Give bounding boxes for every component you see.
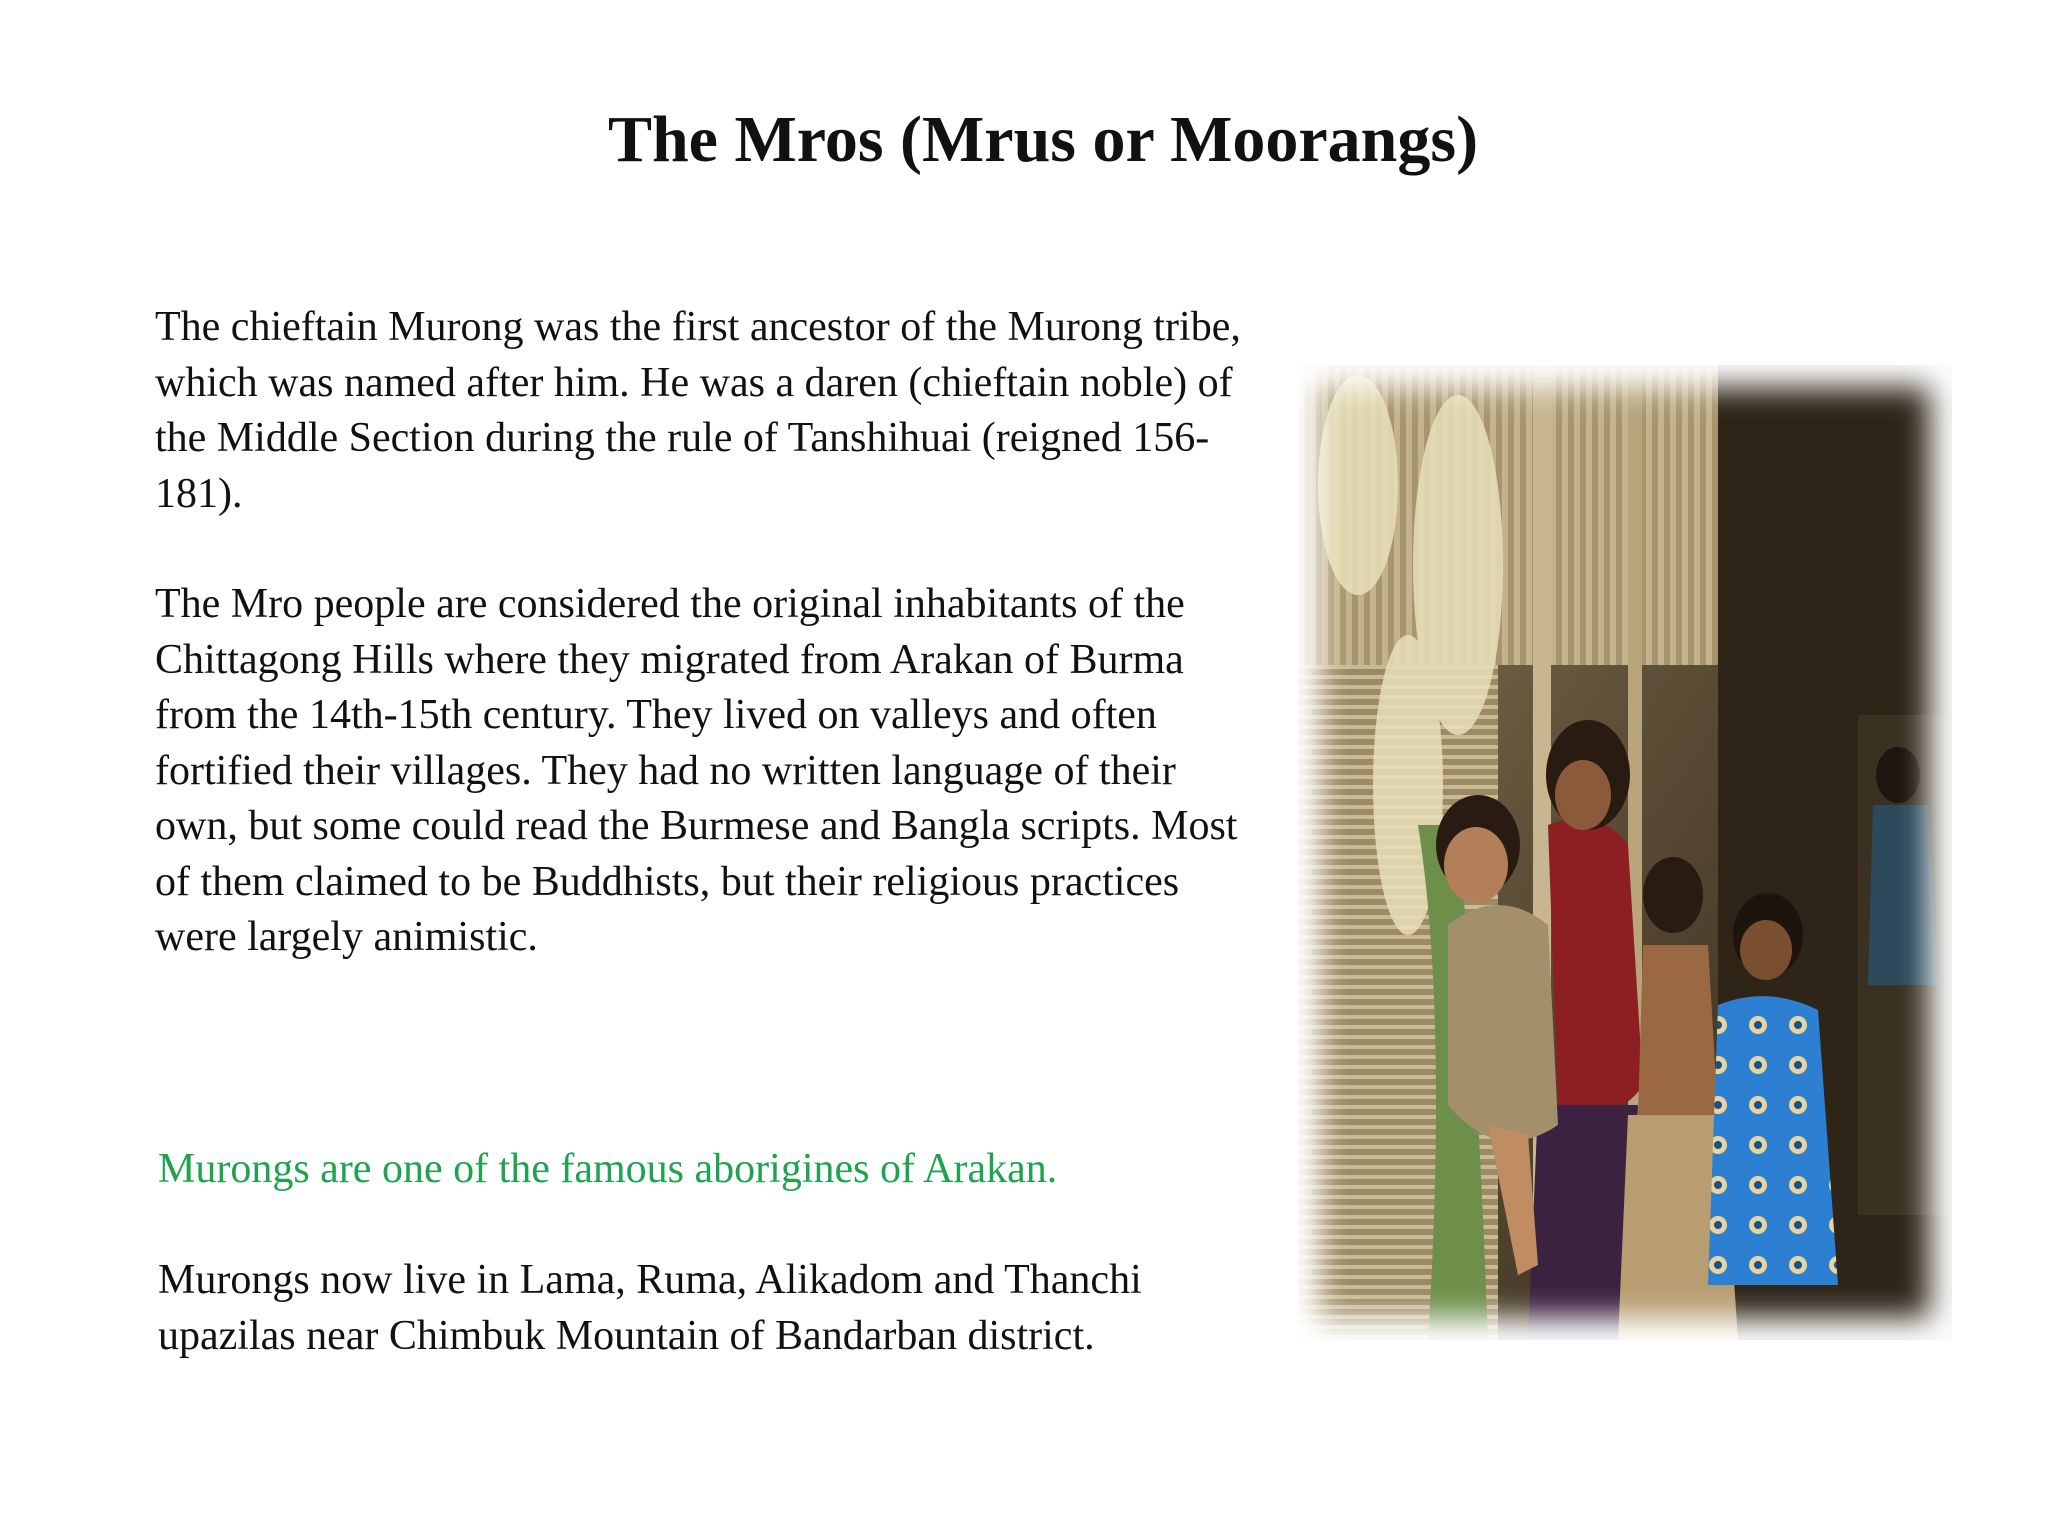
- paragraph-murong-ancestor: The chieftain Murong was the first ancestor of the Murong tribe, which was named after him. He was a daren (chieftain noble) of the Middle Section during the rule of Tanshihuai (reigned 156-181).: [155, 304, 1241, 517]
- photo-mro-family: [1298, 365, 1952, 1340]
- slide-title: The Mros (Mrus or Moorangs): [607, 103, 1479, 176]
- paragraph-mro-inhabitants: The Mro people are considered the original inhabitants of the Chittagong Hills where they migrated from Arakan of Burma from the 14th-15th century. They lived on valleys and often fortified their villages. They had no written language of their own, but some could read the Burmese and Bangla scripts. Most of them claimed to be Buddhists, but their religious practices were largely animistic.: [155, 581, 1238, 960]
- paragraph-arakan-highlight: Murongs are one of the famous aborigines of Arakan.: [158, 1146, 1058, 1192]
- paragraph-murong-location: Murongs now live in Lama, Ruma, Alikadom and Thanchi upazilas near Chimbuk Mountain of Bandarban district.: [158, 1257, 1142, 1359]
